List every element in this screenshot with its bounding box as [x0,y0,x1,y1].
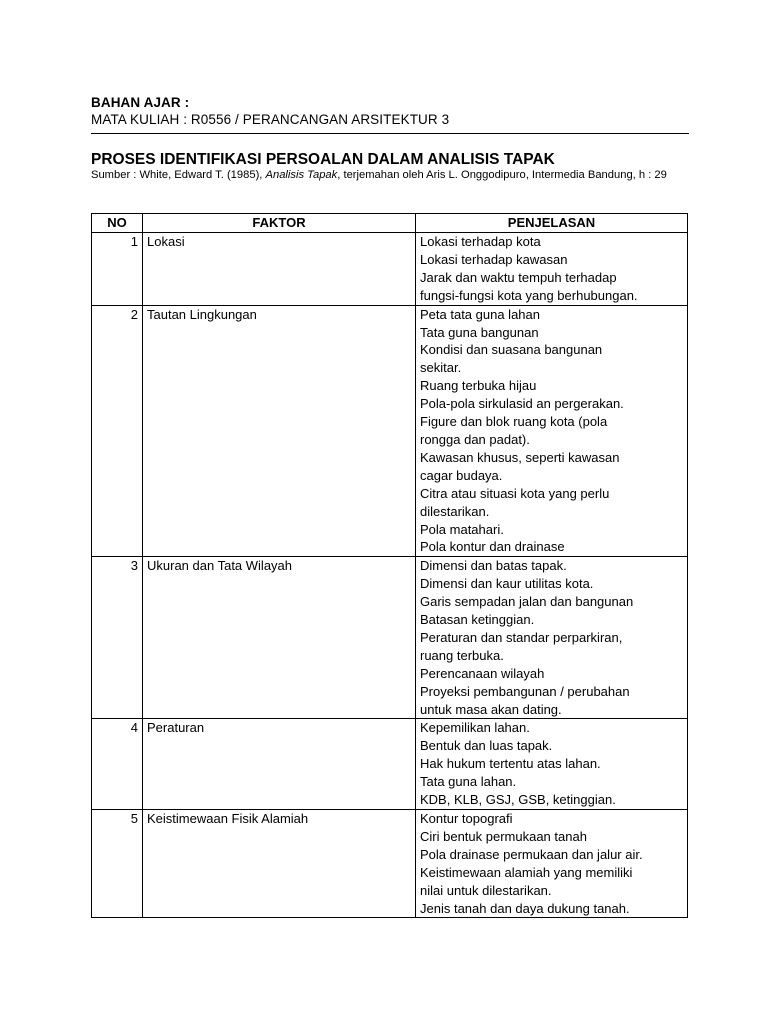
table-row [92,719,688,810]
penjelasan-line: Tata guna bangunan [420,324,539,340]
row-faktor: Peraturan [143,719,416,810]
source-suffix: , terjemahan oleh Aris L. Onggodipuro, Intermedia Bandung, h : 29 [337,169,667,181]
penjelasan-line: sekitar. [420,360,462,376]
penjelasan-line: dilestarikan. [420,503,490,519]
document-title: PROSES IDENTIFIKASI PERSOALAN DALAM ANALISIS TAPAK [91,151,555,168]
penjelasan-line: Ruang terbuka hijau [420,378,537,394]
penjelasan-line: Jenis tanah dan daya dukung tanah. [420,900,630,916]
penjelasan-line: Garis sempadan jalan dan bangunan [420,594,634,610]
penjelasan-line: Pola kontur dan drainase [420,539,565,555]
row-penjelasan [416,557,688,719]
penjelasan-line: nilai untuk dilestarikan. [420,882,552,898]
penjelasan-line: Pola-pola sirkulasid an pergerakan. [420,396,624,412]
header-divider [91,133,689,134]
mata-kuliah-label: MATA KULIAH : R0556 / PERANCANGAN ARSITEKTUR 3 [91,112,450,127]
penjelasan-line: Kawasan khusus, seperti kawasan [420,449,620,465]
penjelasan-line: Hak hukum tertentu atas lahan. [420,756,601,772]
penjelasan-line: Kontur topografi [420,811,513,826]
penjelasan-line: Batasan ketinggian. [420,612,535,628]
penjelasan-line: Lokasi terhadap kota [420,234,541,249]
source-prefix: Sumber : White, Edward T. (1985), [91,169,266,181]
row-faktor: Keistimewaan Fisik Alamiah [143,810,416,918]
table-body [92,233,688,918]
table-row [92,557,688,719]
penjelasan-line: KDB, KLB, GSJ, GSB, ketinggian. [420,792,616,808]
source-citation [91,168,691,184]
row-penjelasan [416,719,688,810]
table-row [92,305,688,557]
penjelasan-line: Proyeksi pembangunan / perubahan [420,683,630,699]
row-number: 3 [92,557,143,719]
bahan-ajar-label: BAHAN AJAR : [91,95,190,110]
penjelasan-line: Perencanaan wilayah [420,665,545,681]
header-no: NO [92,214,143,233]
header-penjelasan: PENJELASAN [416,214,688,233]
penjelasan-line: ruang terbuka. [420,647,504,663]
row-faktor: Tautan Lingkungan [143,305,416,557]
source-book-title: Analisis Tapak [265,169,338,181]
header-faktor: FAKTOR [143,214,416,233]
row-number: 4 [92,719,143,810]
penjelasan-line: Figure dan blok ruang kota (pola [420,414,608,430]
penjelasan-line: Lokasi terhadap kawasan [420,251,568,267]
factors-table [91,213,688,918]
row-faktor: Ukuran dan Tata Wilayah [143,557,416,719]
row-penjelasan [416,305,688,557]
row-number: 1 [92,233,143,306]
penjelasan-line: Dimensi dan batas tapak. [420,558,567,574]
penjelasan-line: untuk masa akan dating. [420,701,562,717]
row-number: 2 [92,305,143,557]
penjelasan-line: Kepemilikan lahan. [420,720,530,736]
penjelasan-line: Dimensi dan kaur utilitas kota. [420,576,594,592]
penjelasan-line: Keistimewaan alamiah yang memiliki [420,864,633,880]
penjelasan-line: cagar budaya. [420,467,503,483]
row-penjelasan [416,810,688,918]
penjelasan-line: Citra atau situasi kota yang perlu [420,485,610,501]
document-header [91,94,689,134]
table-header-row [92,214,688,233]
penjelasan-line: Ciri bentuk permukaan tanah [420,828,587,844]
row-number: 5 [92,810,143,918]
penjelasan-line: Jarak dan waktu tempuh terhadap [420,269,617,285]
penjelasan-line: Pola drainase permukaan dan jalur air. [420,846,643,862]
penjelasan-line: Peta tata guna lahan [420,306,540,322]
penjelasan-line: Pola matahari. [420,521,504,537]
penjelasan-line: Tata guna lahan. [420,774,517,790]
row-faktor: Lokasi [143,233,416,306]
penjelasan-line: Peraturan dan standar perparkiran, [420,629,623,645]
row-penjelasan [416,233,688,306]
penjelasan-line: Bentuk dan luas tapak. [420,738,553,754]
table-row [92,810,688,918]
penjelasan-line: rongga dan padat). [420,431,530,447]
penjelasan-line: Kondisi dan suasana bangunan [420,342,603,358]
penjelasan-line: fungsi-fungsi kota yang berhubungan. [420,287,638,303]
table-row [92,233,688,306]
